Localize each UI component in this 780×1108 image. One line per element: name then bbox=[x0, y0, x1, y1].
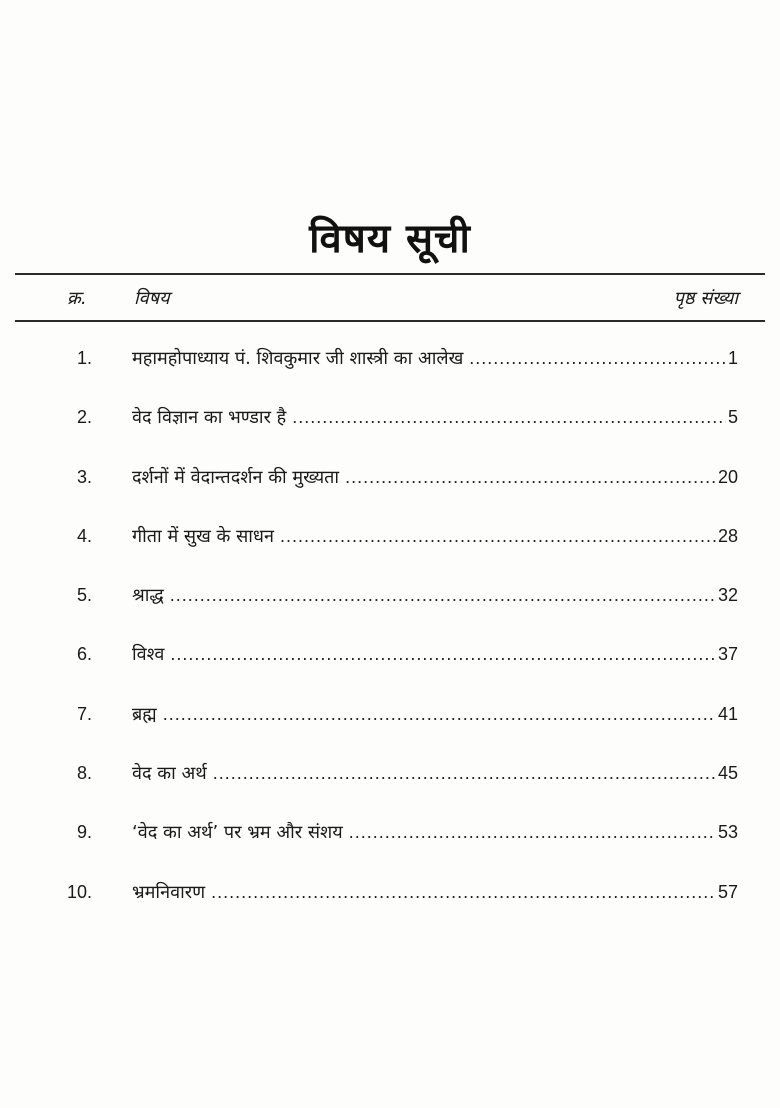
toc-entry bbox=[0, 459, 780, 518]
entry-number: 6. bbox=[76, 644, 92, 665]
toc-entry bbox=[0, 340, 780, 399]
header-top-rule bbox=[15, 273, 765, 275]
entry-page: 57 bbox=[717, 881, 738, 902]
toc-entry bbox=[0, 755, 780, 814]
entry-page: 45 bbox=[717, 763, 738, 784]
header-number-label: क्र. bbox=[67, 288, 87, 309]
dot-leader bbox=[280, 526, 716, 547]
dot-leader bbox=[349, 822, 716, 843]
dot-leader bbox=[292, 407, 726, 428]
entry-number: 3. bbox=[76, 466, 92, 487]
table-of-contents bbox=[0, 340, 780, 933]
dot-leader bbox=[345, 467, 716, 488]
entry-title: वेद का अर्थ bbox=[132, 763, 207, 785]
entry-title: ब्रह्म bbox=[132, 703, 157, 725]
dot-leader bbox=[170, 585, 716, 606]
dot-leader bbox=[211, 882, 716, 903]
entry-page: 41 bbox=[717, 703, 738, 724]
toc-entry bbox=[0, 577, 780, 636]
entry-title: गीता में सुख के साधन bbox=[132, 525, 274, 547]
entry-page: 53 bbox=[717, 822, 738, 843]
dot-leader bbox=[213, 763, 716, 784]
header-subject-label: विषय bbox=[134, 288, 170, 309]
entry-title: वेद विज्ञान का भण्डार है bbox=[132, 407, 287, 429]
entry-number: 2. bbox=[76, 407, 92, 428]
toc-entry bbox=[0, 814, 780, 873]
entry-page: 1 bbox=[727, 348, 738, 368]
entry-page: 20 bbox=[717, 466, 738, 487]
dot-leader bbox=[163, 704, 716, 725]
dot-leader bbox=[170, 644, 716, 665]
entry-title: भ्रमनिवारण bbox=[132, 881, 206, 903]
entry-number: 7. bbox=[76, 703, 92, 724]
entry-number: 5. bbox=[76, 585, 92, 606]
entry-number: 4. bbox=[76, 525, 92, 546]
entry-page: 37 bbox=[717, 644, 738, 665]
entry-title: ‘वेद का अर्थ’ पर भ्रम और संशय bbox=[132, 822, 343, 844]
toc-entry bbox=[0, 636, 780, 695]
entry-page: 28 bbox=[717, 525, 738, 546]
entry-number: 9. bbox=[76, 822, 92, 843]
toc-entry bbox=[0, 399, 780, 458]
entry-number: 8. bbox=[76, 763, 92, 784]
entry-page: 32 bbox=[717, 585, 738, 606]
entry-number: 1. bbox=[76, 348, 92, 368]
entry-title: दर्शनों में वेदान्तदर्शन की मुख्यता bbox=[132, 466, 340, 488]
page-title: विषय सूची bbox=[309, 215, 471, 262]
entry-title: श्राद्ध bbox=[132, 585, 164, 607]
toc-entry bbox=[0, 696, 780, 755]
toc-entry bbox=[0, 874, 780, 933]
header-page-label: पृष्ठ संख्या bbox=[673, 288, 738, 309]
entry-number: 10. bbox=[66, 881, 92, 902]
header-bottom-rule bbox=[15, 320, 765, 322]
toc-entry bbox=[0, 518, 780, 577]
entry-title: महामहोपाध्याय पं. शिवकुमार जी शास्त्री का आलेख bbox=[132, 348, 464, 369]
dot-leader bbox=[469, 348, 726, 369]
entry-page: 5 bbox=[727, 407, 738, 428]
toc-header bbox=[0, 282, 780, 314]
entry-title: विश्व bbox=[132, 644, 165, 666]
